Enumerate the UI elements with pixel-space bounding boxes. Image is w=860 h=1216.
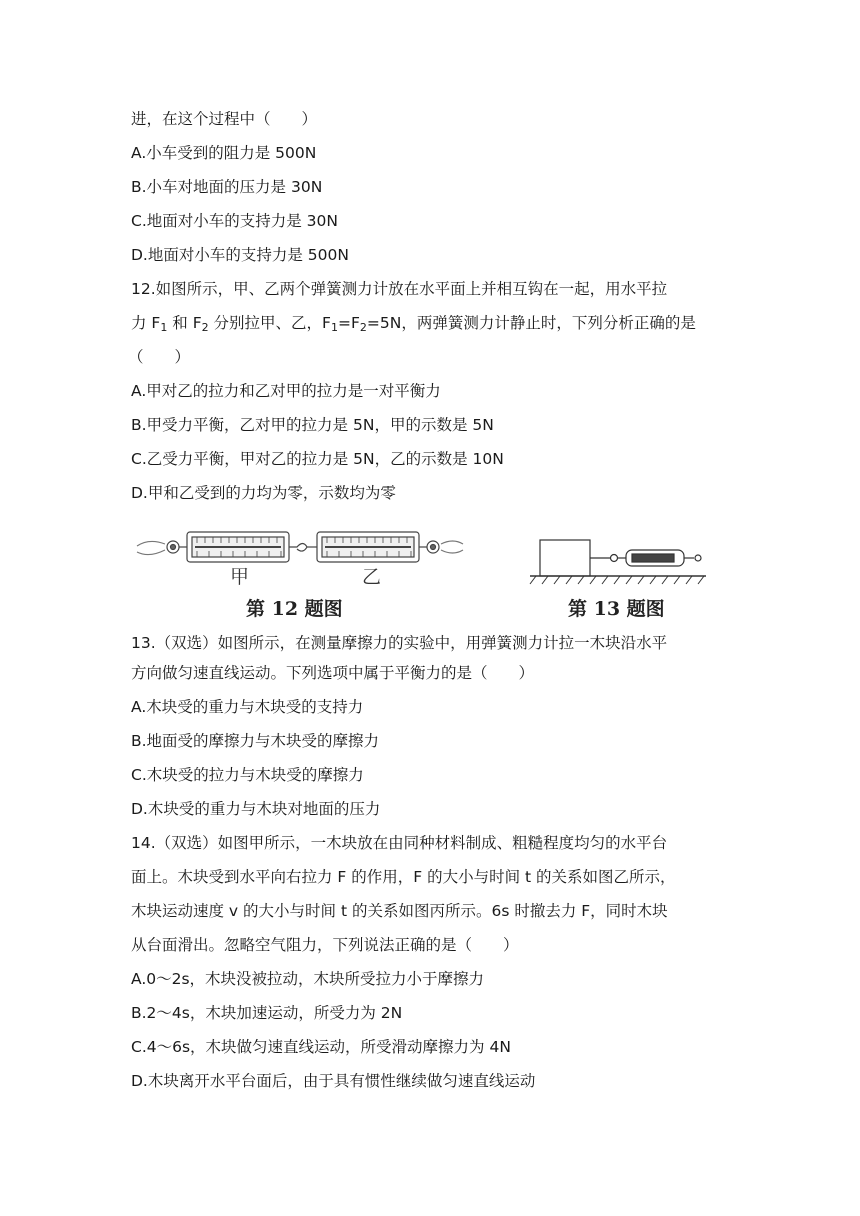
- question-12-stem-1: 12.如图所示，甲、乙两个弹簧测力计放在水平面上并相互钩在一起，用水平拉: [131, 280, 668, 298]
- spring-scales-figure-12: [135, 522, 465, 592]
- q13-option-c: C.木块受的拉力与木块受的摩擦力: [131, 766, 364, 784]
- q11-option-c: C.地面对小车的支持力是 30N: [131, 212, 338, 230]
- q14-option-d: D.木块离开水平台面后，由于具有惯性继续做匀速直线运动: [131, 1072, 536, 1090]
- q14-option-c: C.4～6s，木块做匀速直线运动，所受滑动摩擦力为 4N: [131, 1038, 511, 1056]
- question-13-stem-2: 方向做匀速直线运动。下列选项中属于平衡力的是（ ）: [131, 664, 535, 682]
- figure-label-jia: 甲: [230, 566, 250, 588]
- question-13-stem-1: 13.（双选）如图所示，在测量摩擦力的实验中，用弹簧测力计拉一木块沿水平: [131, 634, 668, 652]
- figure-12-caption: 第 12 题图: [246, 598, 343, 620]
- q12-option-a: A.甲对乙的拉力和乙对甲的拉力是一对平衡力: [131, 382, 441, 400]
- q14-option-a: A.0～2s，木块没被拉动，木块所受拉力小于摩擦力: [131, 970, 485, 988]
- q11-option-b: B.小车对地面的压力是 30N: [131, 178, 323, 196]
- question-11-stem-end: 进，在这个过程中（ ）: [131, 110, 318, 128]
- q12-option-d: D.甲和乙受到的力均为零，示数均为零: [131, 484, 396, 502]
- question-14-stem-2: 面上。木块受到水平向右拉力 F 的作用，F 的大小与时间 t 的关系如图乙所示，: [131, 868, 676, 886]
- question-12-stem-3: （ ）: [128, 348, 191, 366]
- q13-option-d: D.木块受的重力与木块对地面的压力: [131, 800, 381, 818]
- question-14-stem-4: 从台面滑出。忽略空气阻力，下列说法正确的是（ ）: [131, 936, 519, 954]
- q12-option-b: B.甲受力平衡，乙对甲的拉力是 5N，甲的示数是 5N: [131, 416, 494, 434]
- figure-13-caption: 第 13 题图: [568, 598, 665, 620]
- figure-label-yi: 乙: [362, 566, 382, 588]
- q14-option-b: B.2～4s，木块加速运动，所受力为 2N: [131, 1004, 403, 1022]
- q11-option-a: A.小车受到的阻力是 500N: [131, 144, 317, 162]
- q11-option-d: D.地面对小车的支持力是 500N: [131, 246, 349, 264]
- q12-option-c: C.乙受力平衡，甲对乙的拉力是 5N，乙的示数是 10N: [131, 450, 504, 468]
- question-12-stem-2: 力 $F_1$ 和 $F_2$ 分别拉甲、乙，$F_1=F_2=5N$，两弹簧测力计静止时，下列分析正确的是: [131, 314, 696, 334]
- question-14-stem-3: 木块运动速度 v 的大小与时间 t 的关系如图丙所示。6s 时撤去力 F，同时木块: [131, 902, 668, 920]
- q13-option-a: A.木块受的重力与木块受的支持力: [131, 698, 364, 716]
- question-14-stem-1: 14.（双选）如图甲所示，一木块放在由同种材料制成、粗糙程度均匀的水平台: [131, 834, 668, 852]
- q13-option-b: B.地面受的摩擦力与木块受的摩擦力: [131, 732, 380, 750]
- figures-row: [130, 522, 730, 626]
- block-and-scale-figure-13: [528, 526, 708, 588]
